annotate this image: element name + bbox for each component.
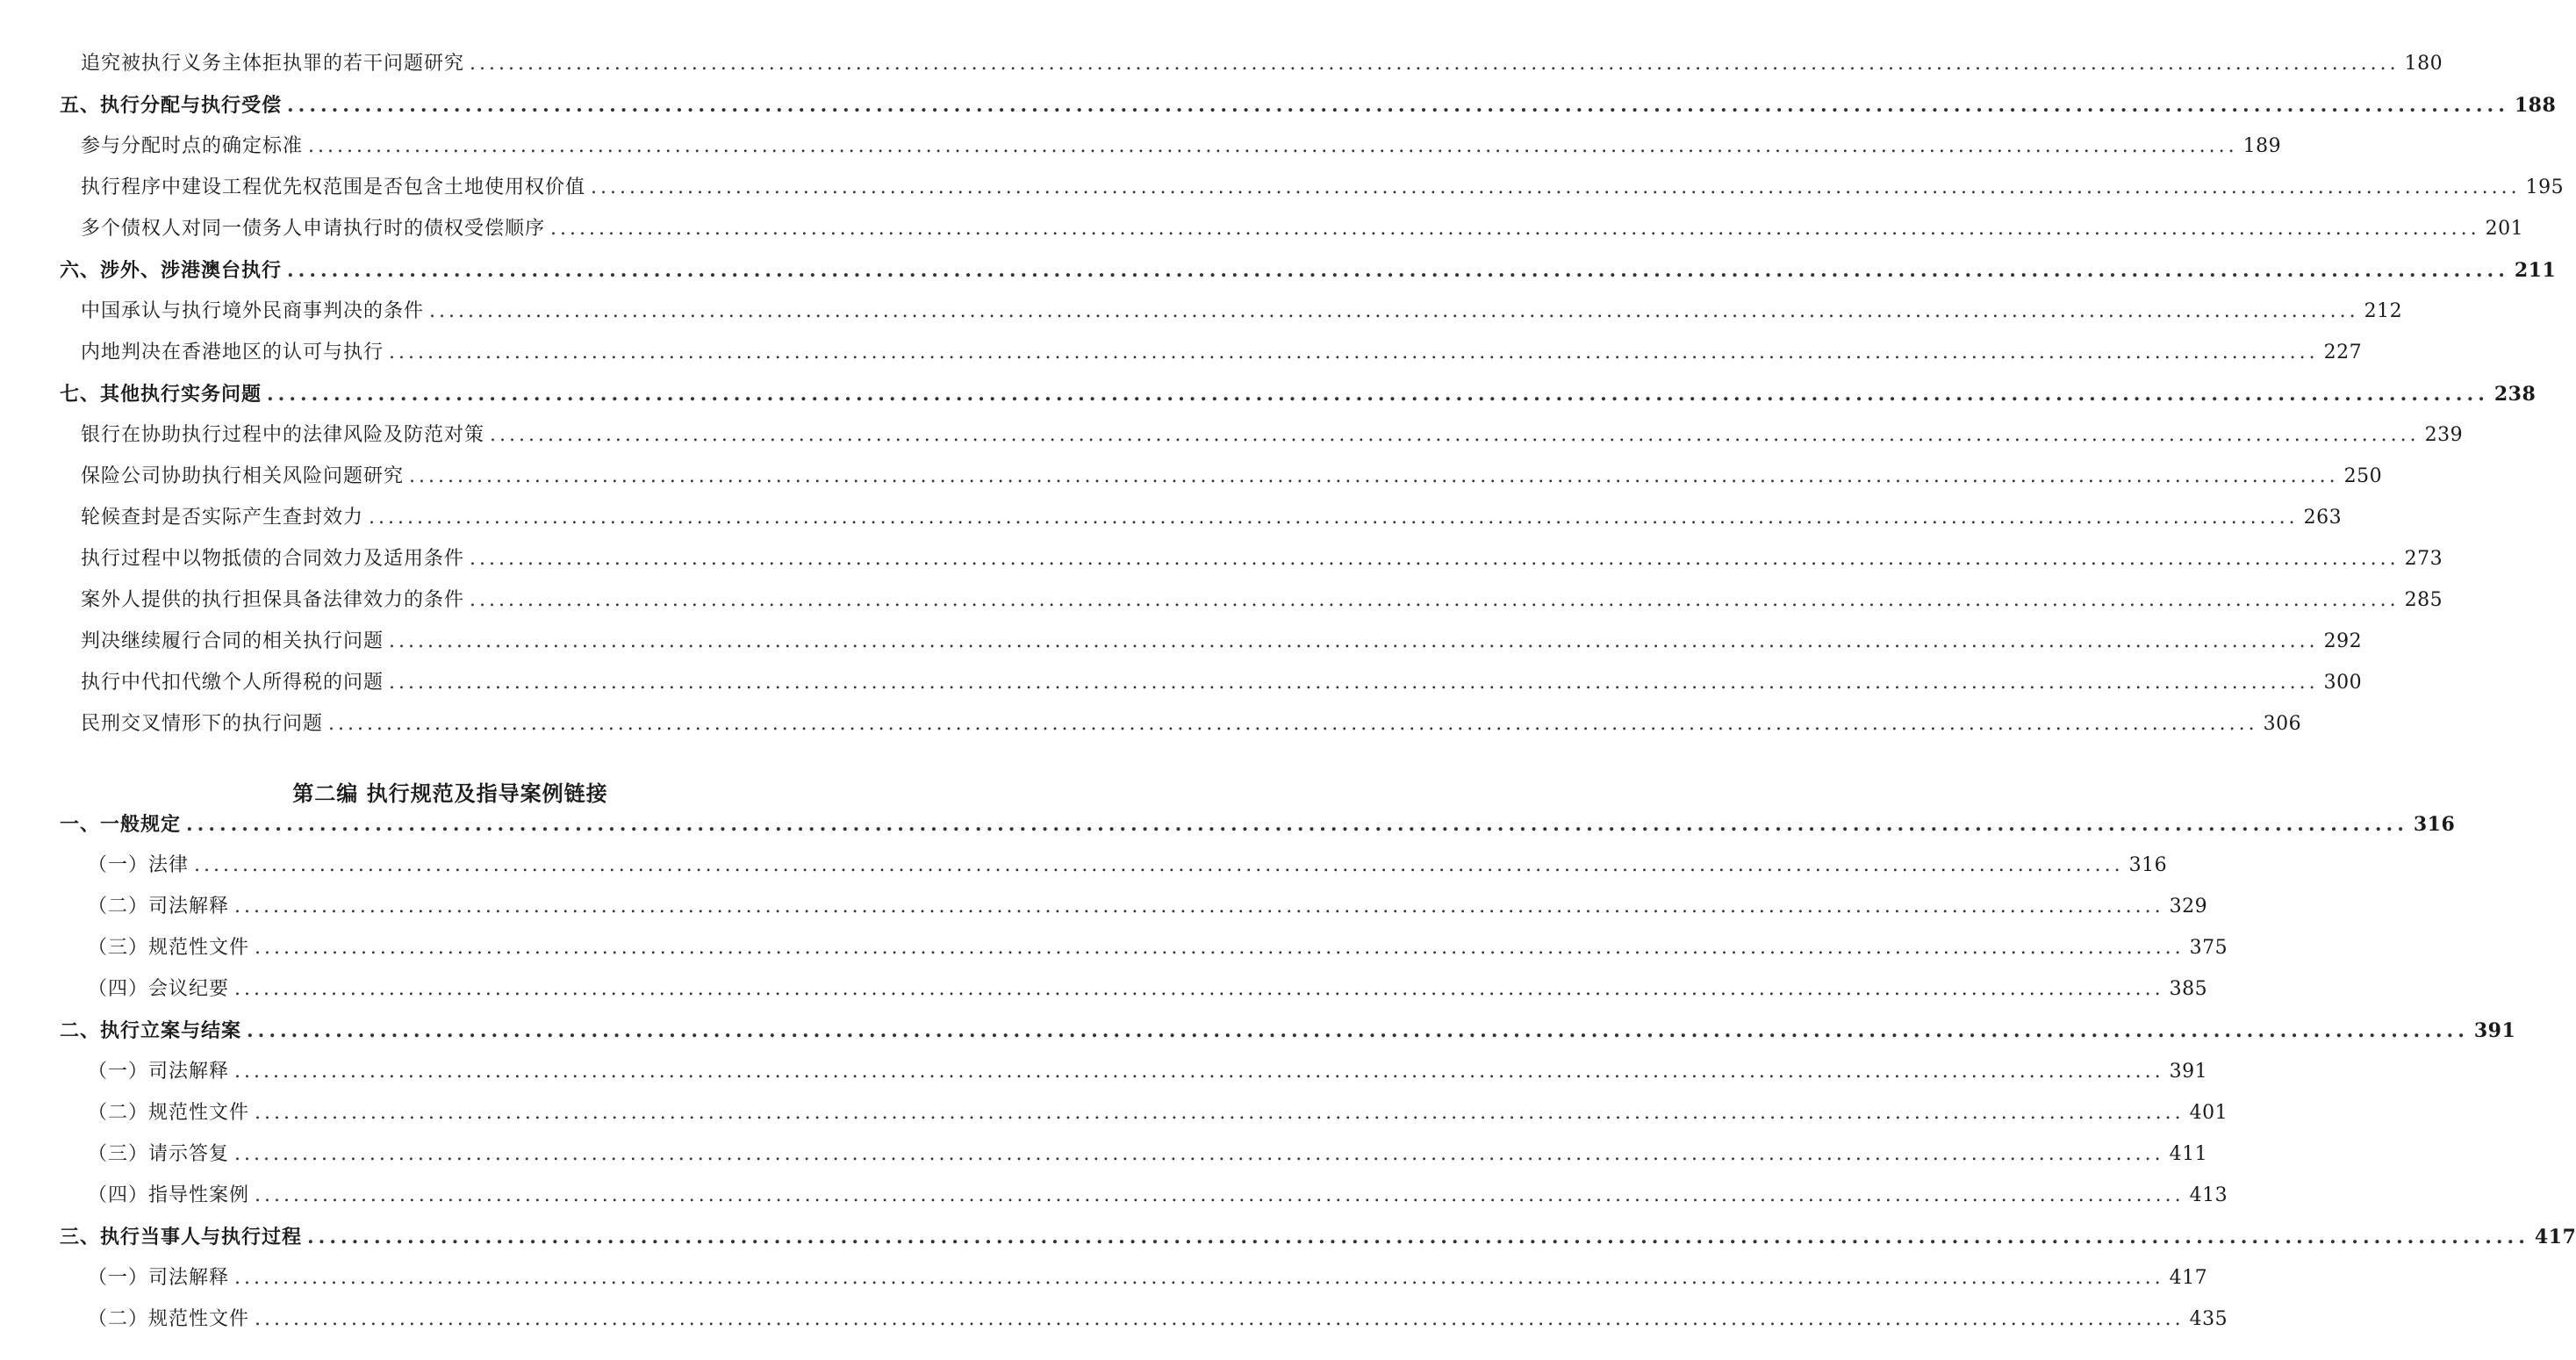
toc-entry-page-number: 263 — [2303, 507, 2343, 529]
dot-leader: ........................................................................................................................................................................................................ — [267, 383, 2489, 406]
toc-entry-title: （二）司法解释 — [88, 896, 230, 917]
toc-entry-page-number: 201 — [2485, 218, 2524, 240]
dot-leader: ........................................................................................................................................................................................................ — [194, 854, 2124, 876]
dot-leader: ........................................................................................................................................................................................................ — [369, 507, 2299, 529]
toc-entry-page-number: 212 — [2364, 300, 2403, 322]
toc-entry-title: （一）法律 — [88, 854, 190, 876]
toc-entry[interactable] — [0, 1096, 2228, 1131]
toc-entry-title: （四）会议纪要 — [88, 978, 230, 1000]
dot-leader: ........................................................................................................................................................................................................ — [389, 342, 2319, 363]
toc-entry-title: 轮候查封是否实际产生查封效力 — [81, 507, 364, 529]
toc-entry[interactable] — [0, 47, 2443, 82]
dot-leader: ........................................................................................................................................................................................................ — [389, 672, 2319, 694]
toc-entry-title: （一）司法解释 — [88, 1061, 230, 1083]
toc-entry-title: 民刑交叉情形下的执行问题 — [81, 713, 324, 735]
toc-section-entry[interactable] — [0, 253, 2557, 288]
toc-entry-page-number: 300 — [2323, 672, 2363, 694]
dot-leader: ........................................................................................................................................................................................................ — [591, 176, 2521, 198]
toc-entry[interactable] — [0, 666, 2363, 701]
dot-leader: ........................................................................................................................................................................................................ — [234, 1267, 2164, 1289]
dot-leader: ........................................................................................................................................................................................................ — [307, 1226, 2529, 1248]
toc-entry-title: 判决继续履行合同的相关执行问题 — [81, 630, 384, 652]
toc-entry[interactable] — [0, 1302, 2228, 1337]
toc-entry-page-number: 329 — [2169, 896, 2208, 917]
dot-leader: ........................................................................................................................................................................................................ — [470, 53, 2400, 75]
dot-leader: ........................................................................................................................................................................................................ — [247, 1019, 2469, 1042]
toc-entry-title: 一、一般规定 — [60, 813, 182, 836]
toc-entry-page-number: 227 — [2323, 342, 2363, 363]
toc-entry-page-number: 413 — [2189, 1184, 2228, 1206]
toc-entry-title: 内地判决在香港地区的认可与执行 — [81, 342, 384, 363]
toc-entry-title: 五、执行分配与执行受偿 — [60, 94, 283, 117]
toc-entry[interactable] — [0, 335, 2363, 371]
dot-leader: ........................................................................................................................................................................................................ — [255, 937, 2185, 959]
dot-leader: ........................................................................................................................................................................................................ — [470, 548, 2400, 570]
dot-leader: ........................................................................................................................................................................................................ — [234, 896, 2164, 917]
toc-entry-page-number: 385 — [2169, 978, 2208, 1000]
toc-entry[interactable] — [0, 1054, 2208, 1090]
dot-leader: ........................................................................................................................................................................................................ — [389, 630, 2319, 652]
toc-section-entry[interactable] — [0, 88, 2557, 123]
toc-entry-page-number: 417 — [2534, 1226, 2576, 1248]
toc-entry[interactable] — [0, 1178, 2228, 1213]
toc-section-entry[interactable] — [0, 377, 2537, 412]
dot-leader: ........................................................................................................................................................................................................ — [287, 94, 2509, 117]
toc-entry-page-number: 273 — [2404, 548, 2443, 570]
toc-entry-title: 保险公司协助执行相关风险问题研究 — [81, 465, 405, 487]
toc-entry-page-number: 401 — [2189, 1102, 2228, 1124]
toc-entry-title: 三、执行当事人与执行过程 — [60, 1226, 303, 1248]
dot-leader: ........................................................................................................................................................................................................ — [234, 978, 2164, 1000]
toc-entry[interactable] — [0, 848, 2168, 883]
toc-entry[interactable] — [0, 931, 2228, 966]
dot-leader: ........................................................................................................................................................................................................ — [255, 1308, 2185, 1330]
toc-entry[interactable] — [0, 1261, 2208, 1296]
toc-entry[interactable] — [0, 500, 2343, 536]
toc-entry[interactable] — [0, 542, 2443, 577]
toc-entry-title: 多个债权人对同一债务人申请执行时的债权受偿顺序 — [81, 218, 546, 240]
dot-leader: ........................................................................................................................................................................................................ — [470, 589, 2400, 611]
toc-entry[interactable] — [0, 889, 2208, 925]
toc-section-entry[interactable] — [0, 1220, 2576, 1255]
toc-entry-title: 七、其他执行实务问题 — [60, 383, 262, 406]
toc-section-entry[interactable] — [0, 807, 2456, 842]
dot-leader: ........................................................................................................................................................................................................ — [308, 135, 2238, 157]
toc-entry-page-number: 195 — [2525, 176, 2565, 198]
toc-entry-page-number: 417 — [2169, 1267, 2208, 1289]
toc-entry-title: （一）司法解释 — [88, 1267, 230, 1289]
toc-entry-title: 追究被执行义务主体拒执罪的若干问题研究 — [81, 53, 465, 75]
dot-leader: ........................................................................................................................................................................................................ — [255, 1184, 2185, 1206]
toc-entry-title: 中国承认与执行境外民商事判决的条件 — [81, 300, 425, 322]
toc-entry[interactable] — [0, 170, 2565, 205]
toc-entry[interactable] — [0, 212, 2524, 247]
toc-entry[interactable] — [0, 972, 2208, 1007]
toc-entry-page-number: 411 — [2169, 1143, 2208, 1165]
toc-entry-title: （三）请示答复 — [88, 1143, 230, 1165]
dot-leader: ........................................................................................................................................................................................................ — [255, 1102, 2185, 1124]
toc-section-entry[interactable] — [0, 1013, 2516, 1048]
toc-entry-title: 执行中代扣代缴个人所得税的问题 — [81, 672, 384, 694]
dot-leader: ........................................................................................................................................................................................................ — [490, 424, 2420, 446]
toc-entry[interactable] — [0, 459, 2383, 494]
toc-entry-page-number: 239 — [2424, 424, 2464, 446]
toc-entry[interactable] — [0, 624, 2363, 659]
dot-leader: ........................................................................................................................................................................................................ — [287, 259, 2509, 282]
toc-entry[interactable] — [0, 129, 2282, 164]
toc-entry-title: （四）指导性案例 — [88, 1184, 250, 1206]
toc-entry-page-number: 316 — [2413, 813, 2456, 836]
toc-entry-title: 执行程序中建设工程优先权范围是否包含土地使用权价值 — [81, 176, 586, 198]
toc-entry[interactable] — [0, 583, 2443, 618]
toc-entry-page-number: 285 — [2404, 589, 2443, 611]
toc-entry[interactable] — [0, 418, 2464, 453]
toc-entry-page-number: 292 — [2323, 630, 2363, 652]
toc-entry-page-number: 391 — [2169, 1061, 2208, 1083]
toc-entry[interactable] — [0, 707, 2302, 742]
toc-entry[interactable] — [0, 294, 2403, 329]
dot-leader: ........................................................................................................................................................................................................ — [234, 1143, 2164, 1165]
toc-entry-page-number: 238 — [2493, 383, 2537, 406]
toc-entry-page-number: 316 — [2128, 854, 2168, 876]
toc-entry-page-number: 189 — [2242, 135, 2282, 157]
dot-leader: ........................................................................................................................................................................................................ — [328, 713, 2258, 735]
toc-entry-page-number: 188 — [2514, 94, 2557, 117]
dot-leader: ........................................................................................................................................................................................................ — [409, 465, 2339, 487]
toc-entry-page-number: 375 — [2189, 937, 2228, 959]
part-title: 第二编 执行规范及指导案例链接 — [292, 781, 608, 806]
toc-entry-page-number: 306 — [2263, 713, 2302, 735]
toc-entry-title: （三）规范性文件 — [88, 937, 250, 959]
dot-leader: ........................................................................................................................................................................................................ — [234, 1061, 2164, 1083]
toc-entry-title: 案外人提供的执行担保具备法律效力的条件 — [81, 589, 465, 611]
toc-entry-page-number: 250 — [2343, 465, 2383, 487]
toc-entry-page-number: 211 — [2514, 259, 2557, 282]
toc-entry-title: （二）规范性文件 — [88, 1102, 250, 1124]
toc-entry-title: 参与分配时点的确定标准 — [81, 135, 304, 157]
toc-entry-title: （二）规范性文件 — [88, 1308, 250, 1330]
toc-entry-title: 执行过程中以物抵债的合同效力及适用条件 — [81, 548, 465, 570]
toc-entry-page-number: 391 — [2473, 1019, 2516, 1042]
dot-leader: ........................................................................................................................................................................................................ — [186, 813, 2408, 836]
toc-entry-title: 银行在协助执行过程中的法律风险及防范对策 — [81, 424, 485, 446]
toc-entry[interactable] — [0, 1137, 2208, 1172]
toc-entry-page-number: 435 — [2189, 1308, 2228, 1330]
toc-entry-title: 二、执行立案与结案 — [60, 1019, 242, 1042]
toc-entry-title: 六、涉外、涉港澳台执行 — [60, 259, 283, 282]
dot-leader: ........................................................................................................................................................................................................ — [429, 300, 2359, 322]
toc-entry-page-number: 180 — [2404, 53, 2443, 75]
dot-leader: ........................................................................................................................................................................................................ — [550, 218, 2480, 240]
